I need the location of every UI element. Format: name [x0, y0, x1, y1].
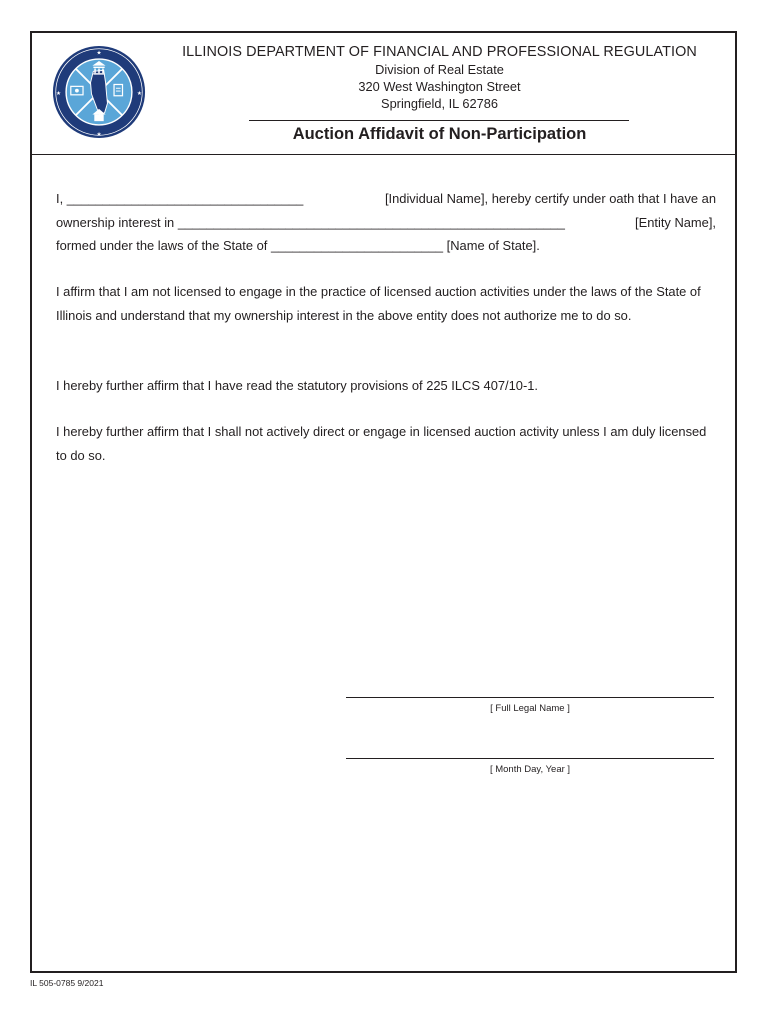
individual-name-caption: [Individual Name], hereby certify under oath that I have an [384, 191, 716, 206]
document-title: Auction Affidavit of Non-Participation [292, 125, 587, 143]
activity-affirmation-paragraph: I hereby further affirm that I shall not actively direct or engage in licensed auction activity unless I am duly licensed to do so. [56, 424, 707, 463]
date-signature-line[interactable] [346, 758, 714, 759]
city-state-zip: Springfield, IL 62786 [381, 96, 498, 111]
street-address: 320 West Washington Street [358, 79, 521, 94]
full-legal-name-label: [ Full Legal Name ] [490, 703, 570, 714]
certification-paragraph [56, 187, 716, 258]
svg-text:★: ★ [136, 90, 142, 97]
statute-affirmation-paragraph: I hereby further affirm that I have read the statutory provisions of 225 ILCS 407/10-1. [56, 378, 538, 393]
division-name: Division of Real Estate [375, 62, 504, 77]
full-legal-name-signature-line[interactable] [346, 697, 714, 698]
individual-name-field[interactable]: _________________________________ [66, 191, 304, 206]
state-name-caption: [Name of State]. [446, 238, 540, 253]
certify-prefix: I, [56, 191, 64, 206]
agency-name: ILLINOIS DEPARTMENT OF FINANCIAL AND PROFESSIONAL REGULATION [182, 44, 697, 60]
entity-name-field[interactable]: ______________________________________________________ [177, 214, 565, 230]
agency-header [167, 44, 712, 112]
state-name-line [56, 234, 716, 258]
form-number: IL 505-0785 9/2021 [30, 978, 104, 988]
license-affirmation-paragraph: I affirm that I am not licensed to engage in the practice of licensed auction activities under the laws of the State of Illinois and understand that my ownership interest in the above entity does not authorize me to do so. [56, 284, 701, 323]
svg-text:★: ★ [96, 50, 102, 57]
form-frame [30, 31, 737, 973]
idfpr-seal-icon [52, 45, 146, 139]
state-prefix: formed under the laws of the State of [56, 238, 268, 253]
ownership-prefix: ownership interest in [56, 214, 175, 230]
state-name-field[interactable]: ________________________ [270, 238, 444, 253]
entity-name-line [56, 211, 716, 235]
date-label: [ Month Day, Year ] [489, 764, 571, 775]
header-divider [32, 154, 735, 155]
title-rule [249, 120, 629, 121]
svg-text:★: ★ [96, 132, 102, 139]
entity-name-caption: [Entity Name], [635, 214, 716, 230]
svg-text:★: ★ [56, 90, 62, 97]
individual-name-line [56, 187, 716, 211]
